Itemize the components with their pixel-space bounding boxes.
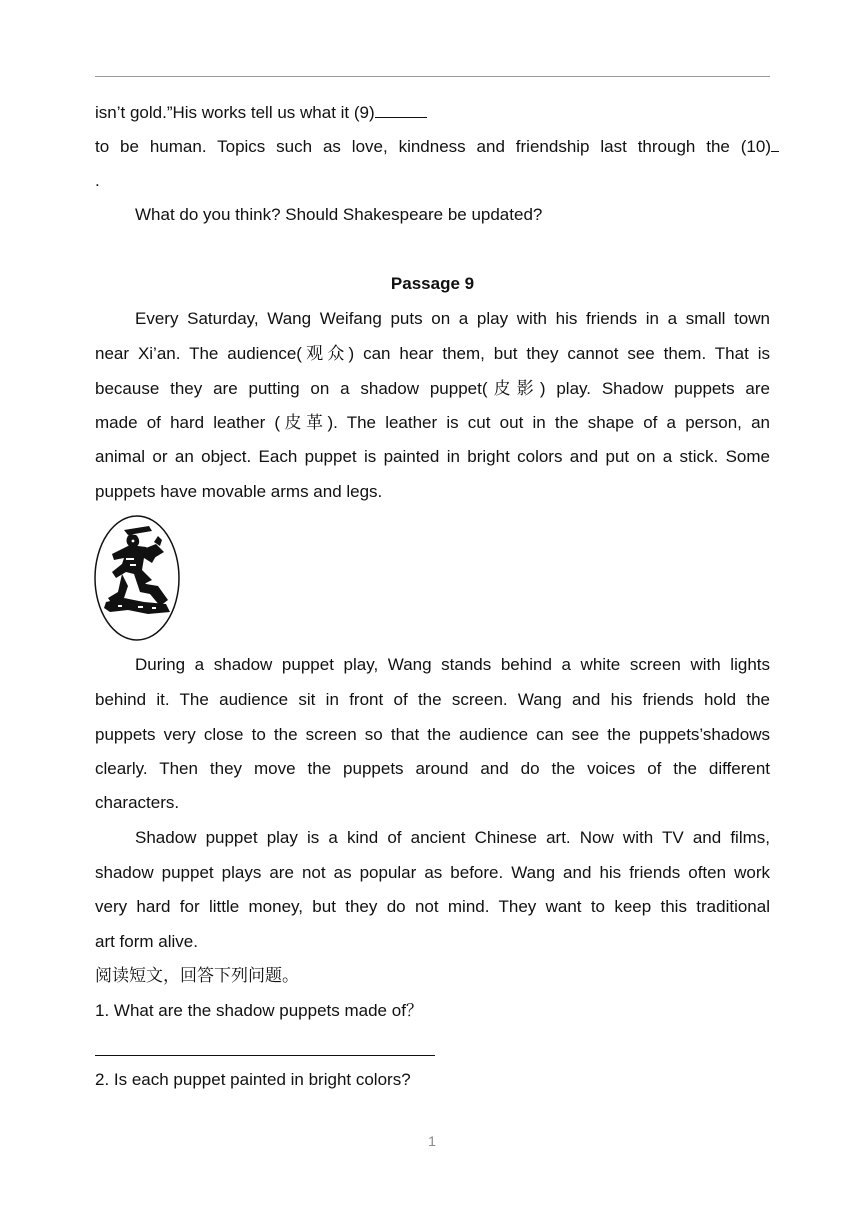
answer-line-1 <box>95 1055 435 1056</box>
continuation-line-2 <box>95 135 779 158</box>
passage-title: Passage 9 <box>390 274 475 293</box>
shadow-puppet-illustration <box>94 514 182 644</box>
paragraph-2-line: characters. <box>95 793 180 812</box>
paragraph-2-line: During a shadow puppet play, Wang stands behind a white screen with lights <box>135 655 770 674</box>
paragraph-3-line: very hard for little money, but they do not mind. They want to keep this traditional <box>95 897 770 916</box>
paragraph-3-line: shadow puppet plays are not as popular as before. Wang and his friends often work <box>95 863 770 882</box>
continuation-text-2: to be human. Topics such as love, kindness and friendship last through the (10) <box>95 137 771 156</box>
paragraph-1-line: made of hard leather (皮革). The leather is cut out in the shape of a person, an <box>95 413 770 432</box>
instructions: 阅读短文，回答下列问题。 <box>95 966 299 985</box>
question-2: 2. Is each puppet painted in bright colors? <box>95 1070 411 1089</box>
blank-10 <box>771 135 779 152</box>
page-number: 1 <box>428 1133 436 1149</box>
paragraph-1-line: Every Saturday, Wang Weifang puts on a play with his friends in a small town <box>135 309 770 328</box>
paragraph-1-line: because they are putting on a shadow puppet(皮影) play. Shadow puppets are <box>95 379 770 398</box>
blank-9 <box>375 101 427 118</box>
header-rule <box>95 76 770 77</box>
closing-question: What do you think? Should Shakespeare be updated? <box>135 205 543 224</box>
continuation-line-1 <box>95 101 770 124</box>
paragraph-2-line: clearly. Then they move the puppets around and do the voices of the different <box>95 759 770 778</box>
paragraph-3-line: art form alive. <box>95 932 198 951</box>
paragraph-2-line: puppets very close to the screen so that the audience can see the puppets’shadows <box>95 725 770 744</box>
paragraph-1-line: near Xi’an. The audience(观众) can hear them, but they cannot see them. That is <box>95 344 770 363</box>
paragraph-3-line: Shadow puppet play is a kind of ancient Chinese art. Now with TV and films, <box>135 828 770 847</box>
question-1: 1. What are the shadow puppets made of？ <box>95 1001 423 1020</box>
continuation-text-1: isn’t gold.”His works tell us what it (9) <box>95 103 375 122</box>
paragraph-2-line: behind it. The audience sit in front of the screen. Wang and his friends hold the <box>95 690 770 709</box>
continuation-line-3: . <box>95 171 100 190</box>
paragraph-1-line: puppets have movable arms and legs. <box>95 482 383 501</box>
paragraph-1-line: animal or an object. Each puppet is painted in bright colors and put on a stick. Some <box>95 447 770 466</box>
